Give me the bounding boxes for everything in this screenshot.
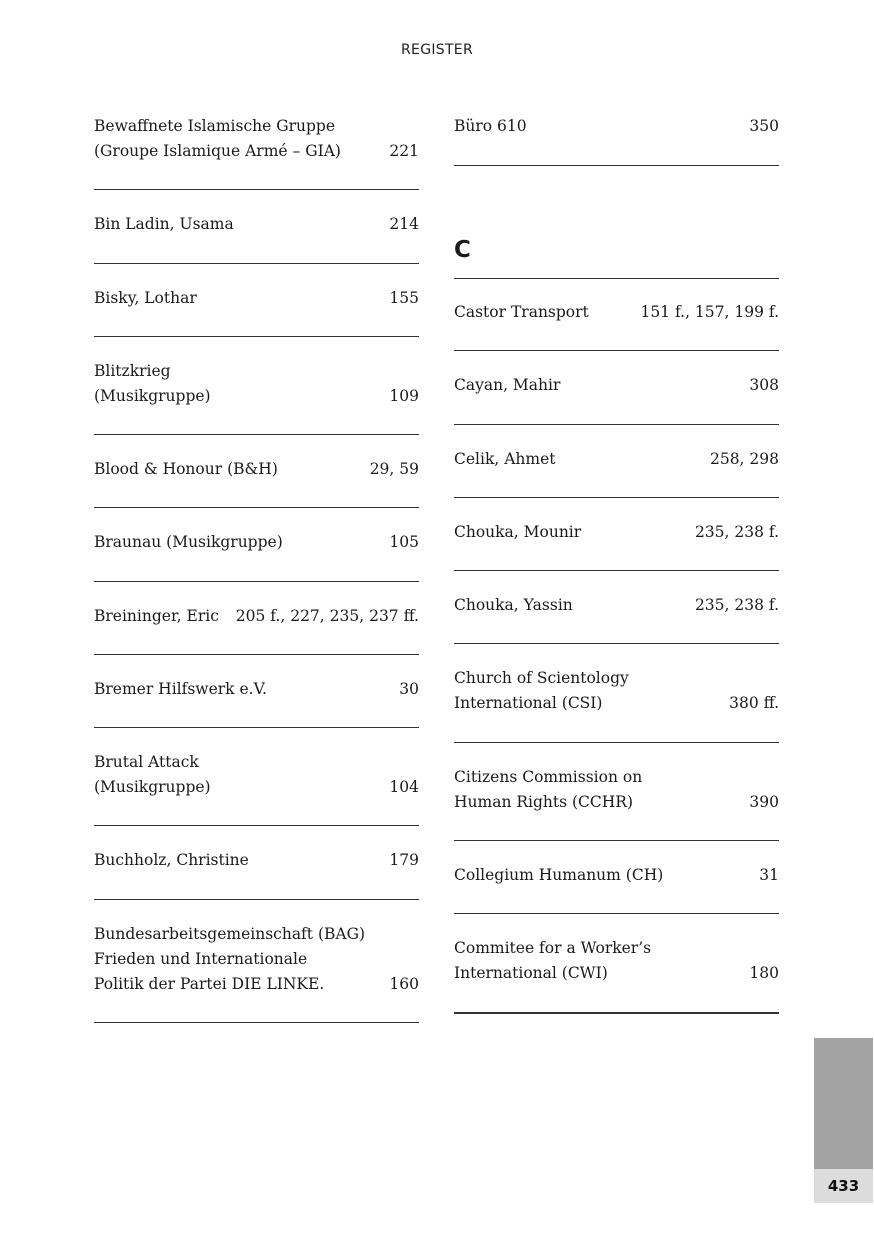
entry-pages: 235, 238 f. — [694, 596, 779, 615]
index-entry — [454, 114, 779, 139]
index-entry — [454, 863, 779, 888]
thumb-index-tab — [814, 1038, 873, 1185]
running-header: REGISTER — [401, 42, 473, 58]
entry-pages: 104 — [389, 778, 419, 797]
index-entry — [94, 750, 419, 800]
entry-name: Blitzkrieg (Musikgruppe) — [94, 361, 211, 406]
divider — [454, 497, 779, 498]
entry-name: Bundesarbeitsgemeinschaft (BAG) Frieden und Internationale Politik der Partei DIE LINKE. — [94, 924, 366, 994]
entry-pages: 180 — [749, 964, 779, 983]
divider — [94, 581, 419, 582]
entry-name: Brutal Attack (Musikgruppe) — [94, 753, 211, 797]
entry-pages: 105 — [389, 533, 419, 552]
entry-pages: 308 — [749, 376, 779, 395]
entry-pages: 155 — [389, 288, 419, 307]
divider — [454, 840, 779, 841]
index-entry — [454, 447, 779, 472]
section-letter: C — [454, 237, 471, 264]
entry-name: Bin Ladin, Usama — [94, 215, 234, 234]
entry-pages: 109 — [389, 387, 419, 406]
entry-pages: 29, 59 — [369, 460, 419, 479]
entry-name: Buchholz, Christine — [94, 851, 249, 870]
entry-pages: 160 — [389, 975, 419, 994]
entry-pages: 179 — [389, 851, 419, 870]
entry-name: Büro 610 — [454, 117, 527, 135]
entry-name: Commitee for a Worker’s International (CWI) — [454, 939, 652, 983]
index-entry — [454, 373, 779, 398]
entry-pages: 214 — [389, 215, 419, 234]
index-entry — [454, 936, 779, 986]
divider — [94, 727, 419, 728]
entry-name: Bisky, Lothar — [94, 288, 197, 307]
divider — [94, 899, 419, 900]
divider — [454, 570, 779, 571]
index-entry — [454, 765, 779, 815]
index-entry — [94, 212, 419, 237]
index-entry — [94, 604, 419, 629]
divider — [454, 278, 779, 279]
divider — [94, 507, 419, 508]
index-entry — [94, 848, 419, 873]
entry-name: Chouka, Yassin — [454, 596, 573, 615]
index-entry — [454, 593, 779, 618]
entry-pages: 258, 298 — [709, 449, 779, 468]
entry-pages: 205 f., 227, 235, 237 ff. — [235, 606, 419, 625]
index-entry — [94, 530, 419, 555]
divider — [454, 424, 779, 425]
divider — [454, 350, 779, 351]
index-entry — [454, 666, 779, 716]
divider — [94, 189, 419, 190]
entry-name: Bewaffnete Islamische Gruppe (Groupe Islamique Armé – GIA) — [94, 117, 341, 161]
entry-name: Breininger, Eric — [94, 606, 219, 625]
index-column-right — [454, 114, 779, 1014]
index-entry — [454, 520, 779, 545]
divider — [94, 336, 419, 337]
divider — [94, 434, 419, 435]
index-entry — [94, 677, 419, 702]
entry-name: Chouka, Mounir — [454, 522, 582, 541]
entry-pages: 151 f., 157, 199 f. — [640, 303, 779, 322]
entry-pages: 235, 238 f. — [694, 522, 779, 541]
entry-name: Braunau (Musikgruppe) — [94, 533, 283, 552]
entry-name: Collegium Humanum (CH) — [454, 866, 664, 885]
divider — [454, 913, 779, 914]
entry-name: Citizens Commission on Human Rights (CCHR) — [454, 767, 643, 811]
entry-pages: 30 — [399, 679, 419, 698]
divider — [94, 263, 419, 264]
index-entry — [94, 922, 419, 998]
entry-pages: 221 — [389, 142, 419, 161]
entry-name: Blood & Honour (B&H) — [94, 460, 278, 479]
divider — [454, 742, 779, 743]
index-entry — [94, 359, 419, 409]
index-column-left — [94, 114, 419, 1023]
entry-pages: 380 ff. — [729, 694, 779, 713]
divider — [94, 825, 419, 826]
divider — [94, 654, 419, 655]
divider — [454, 1012, 779, 1014]
entry-pages: 350 — [749, 117, 779, 135]
entry-name: Church of Scientology International (CSI) — [454, 669, 629, 713]
entry-name: Celik, Ahmet — [454, 449, 556, 468]
entry-name: Cayan, Mahir — [454, 376, 561, 395]
divider — [94, 1022, 419, 1023]
divider — [454, 643, 779, 644]
entry-name: Castor Transport — [454, 303, 589, 322]
index-entry — [94, 286, 419, 311]
index-entry — [454, 300, 779, 325]
index-entry — [94, 457, 419, 482]
page-number: 433 — [814, 1169, 873, 1203]
divider — [454, 165, 779, 166]
index-entry — [94, 114, 419, 164]
entry-pages: 31 — [759, 866, 779, 885]
entry-pages: 390 — [749, 792, 779, 811]
entry-name: Bremer Hilfswerk e.V. — [94, 679, 267, 698]
